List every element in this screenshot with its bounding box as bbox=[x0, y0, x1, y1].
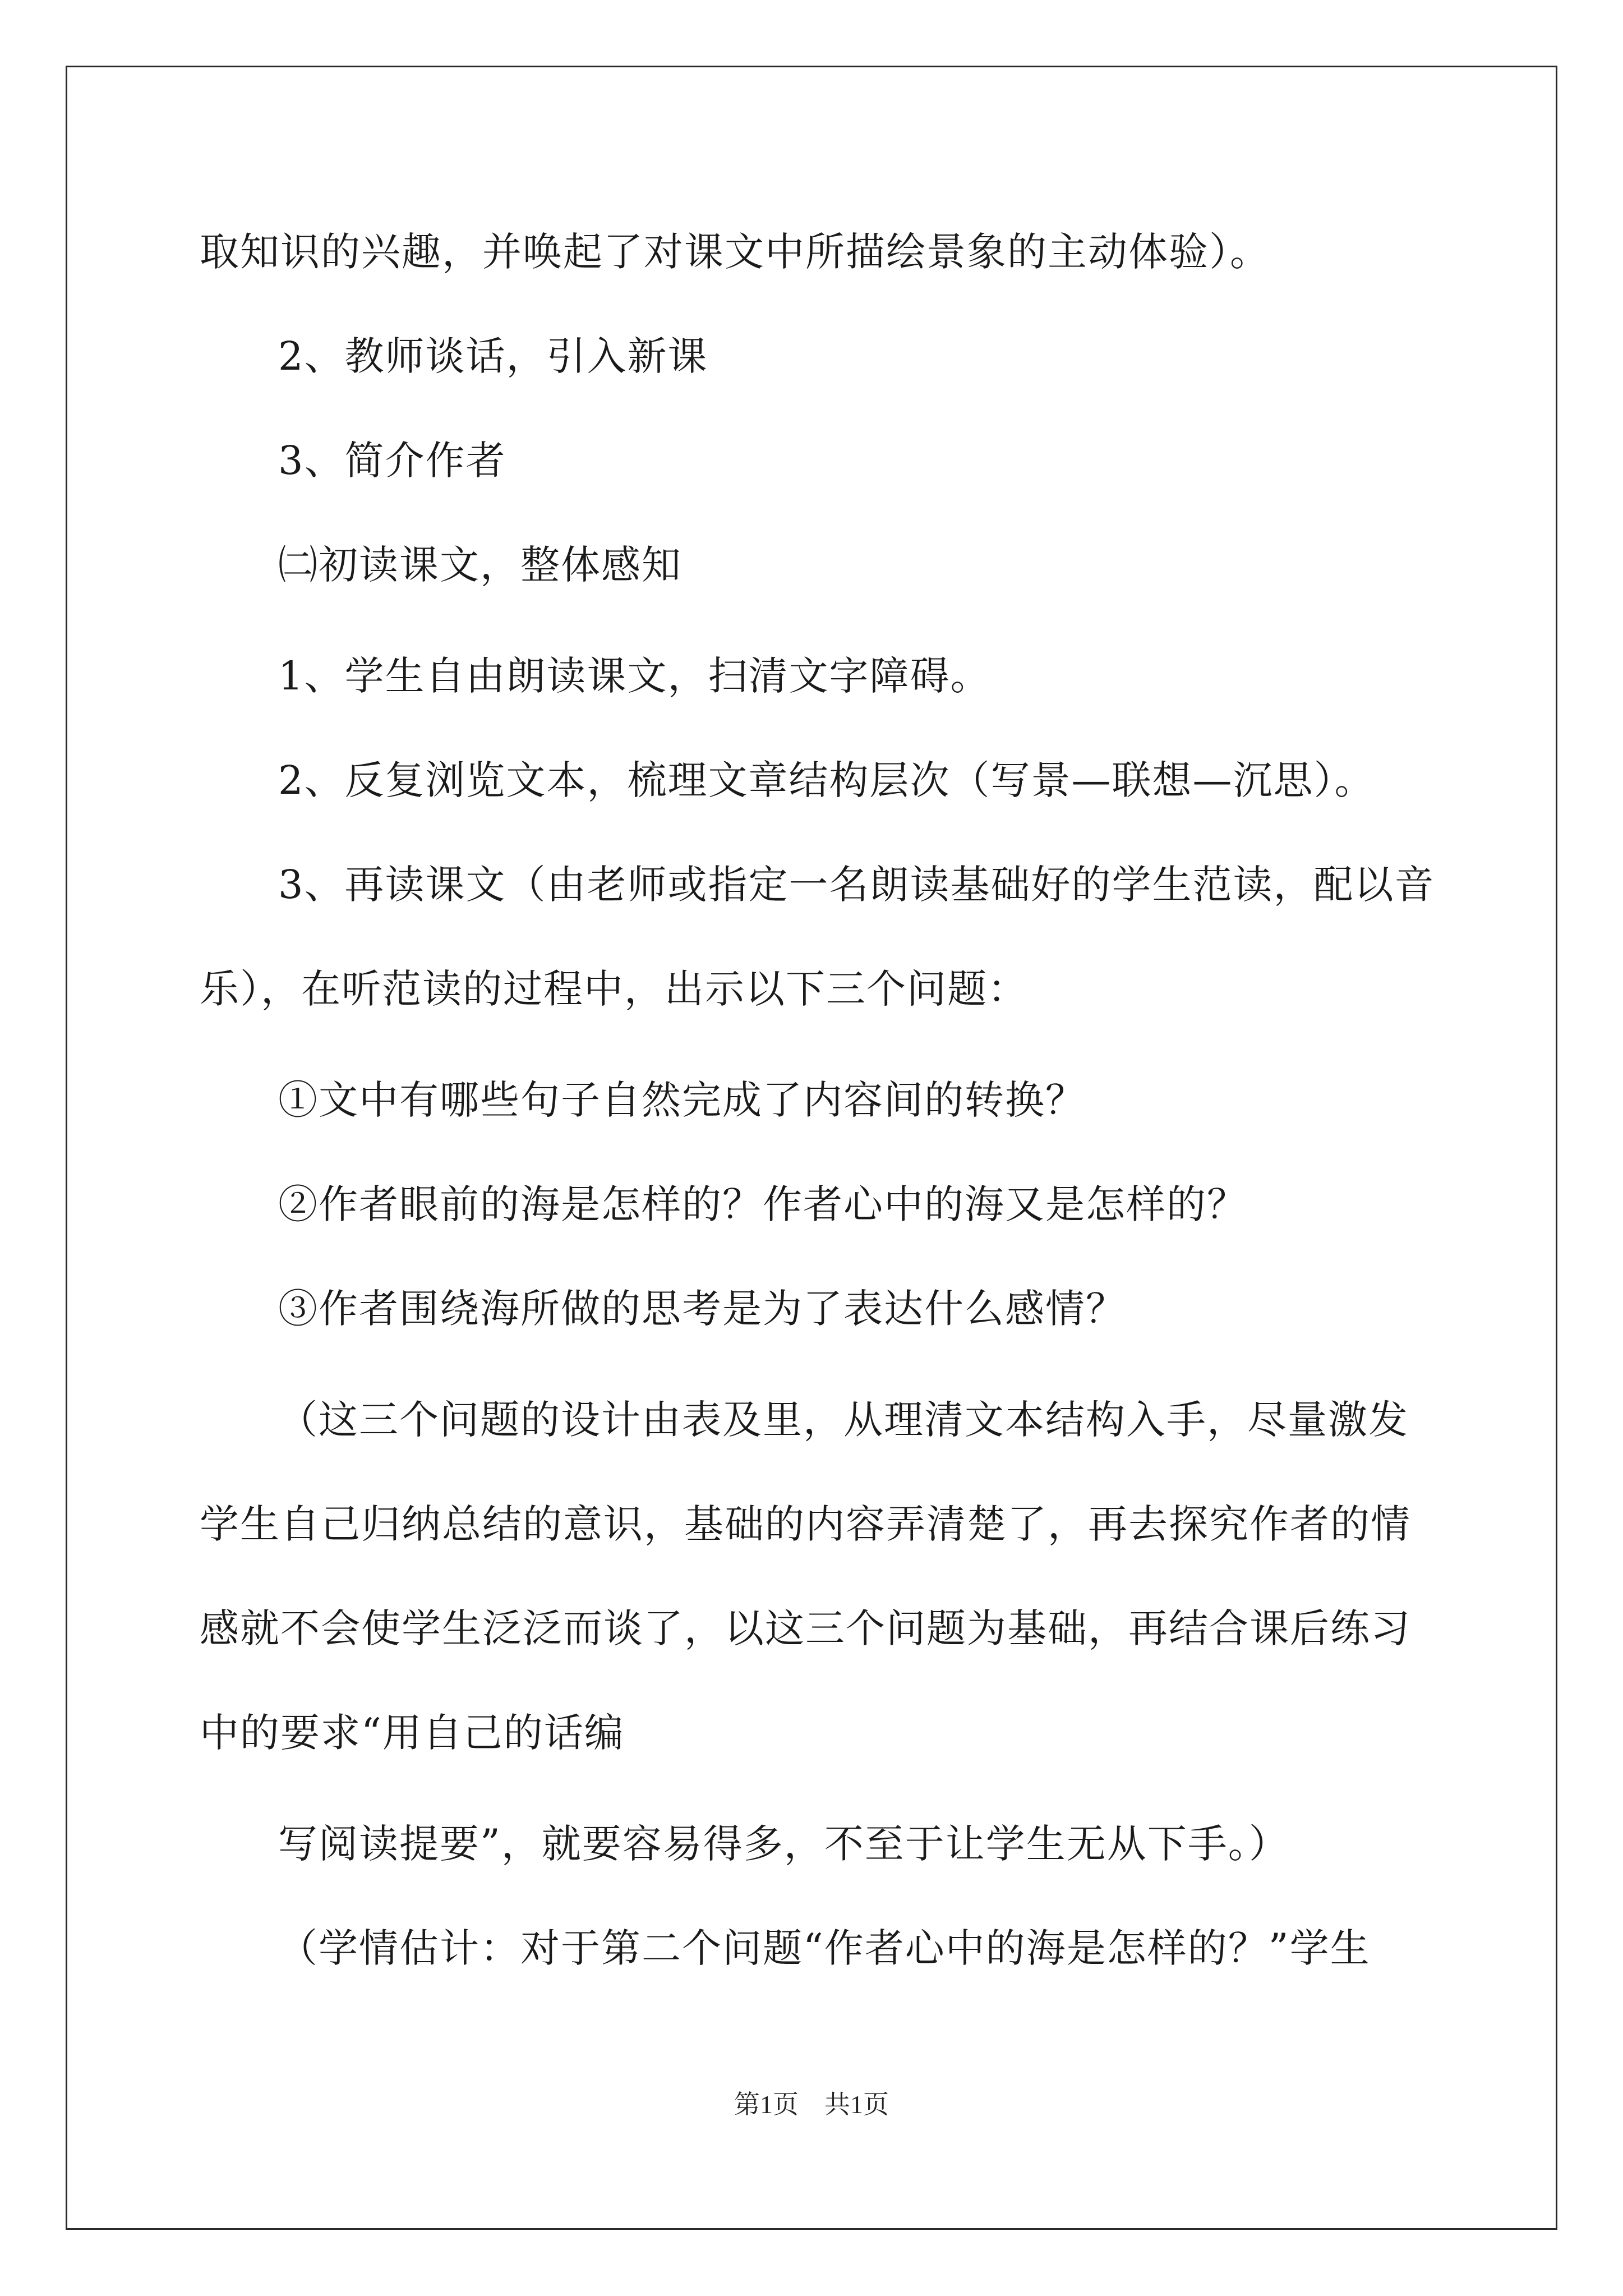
paragraph-line-12: （这三个问题的设计由表及里，从理清文本结构入手，尽量激发 bbox=[278, 1397, 1409, 1443]
paragraph-line-14: 感就不会使学生泛泛而谈了，以这三个问题为基础，再结合课后练习 bbox=[200, 1605, 1411, 1651]
paragraph-line-8: 乐），在听范读的过程中，出示以下三个问题： bbox=[200, 966, 1028, 1012]
paragraph-line-16: 写阅读提要”，就要容易得多，不至于让学生无从下手。） bbox=[278, 1821, 1289, 1867]
paragraph-line-5: 1、学生自由朗读课文，扫清文字障碍。 bbox=[278, 653, 991, 699]
paragraph-line-3: 3、简介作者 bbox=[278, 438, 506, 484]
paragraph-line-13: 学生自己归纳总结的意识，基础的内容弄清楚了，再去探究作者的情 bbox=[200, 1501, 1411, 1547]
paragraph-line-1: 取知识的兴趣，并唤起了对课文中所描绘景象的主动体验）。 bbox=[200, 229, 1270, 275]
section-heading: ㈡初读课文，整体感知 bbox=[278, 542, 682, 588]
paragraph-line-17: （学情估计：对于第二个问题“作者心中的海是怎样的？”学生 bbox=[278, 1925, 1371, 1971]
page-border bbox=[66, 66, 1557, 2230]
question-1: ①文中有哪些句子自然完成了内容间的转换？ bbox=[278, 1077, 1086, 1123]
paragraph-line-15: 中的要求“用自己的话编 bbox=[200, 1710, 625, 1756]
paragraph-line-2: 2、教师谈话，引入新课 bbox=[278, 333, 708, 379]
question-2: ②作者眼前的海是怎样的？作者心中的海又是怎样的？ bbox=[278, 1181, 1247, 1227]
question-3: ③作者围绕海所做的思考是为了表达什么感情？ bbox=[278, 1286, 1126, 1332]
paragraph-line-7: 3、再读课文（由老师或指定一名朗读基础好的学生范读，配以音 bbox=[278, 862, 1435, 908]
page-footer: 第1页 共1页 bbox=[734, 2090, 889, 2119]
paragraph-line-6: 2、反复浏览文本，梳理文章结构层次（写景—联想—沉思）。 bbox=[278, 757, 1375, 803]
